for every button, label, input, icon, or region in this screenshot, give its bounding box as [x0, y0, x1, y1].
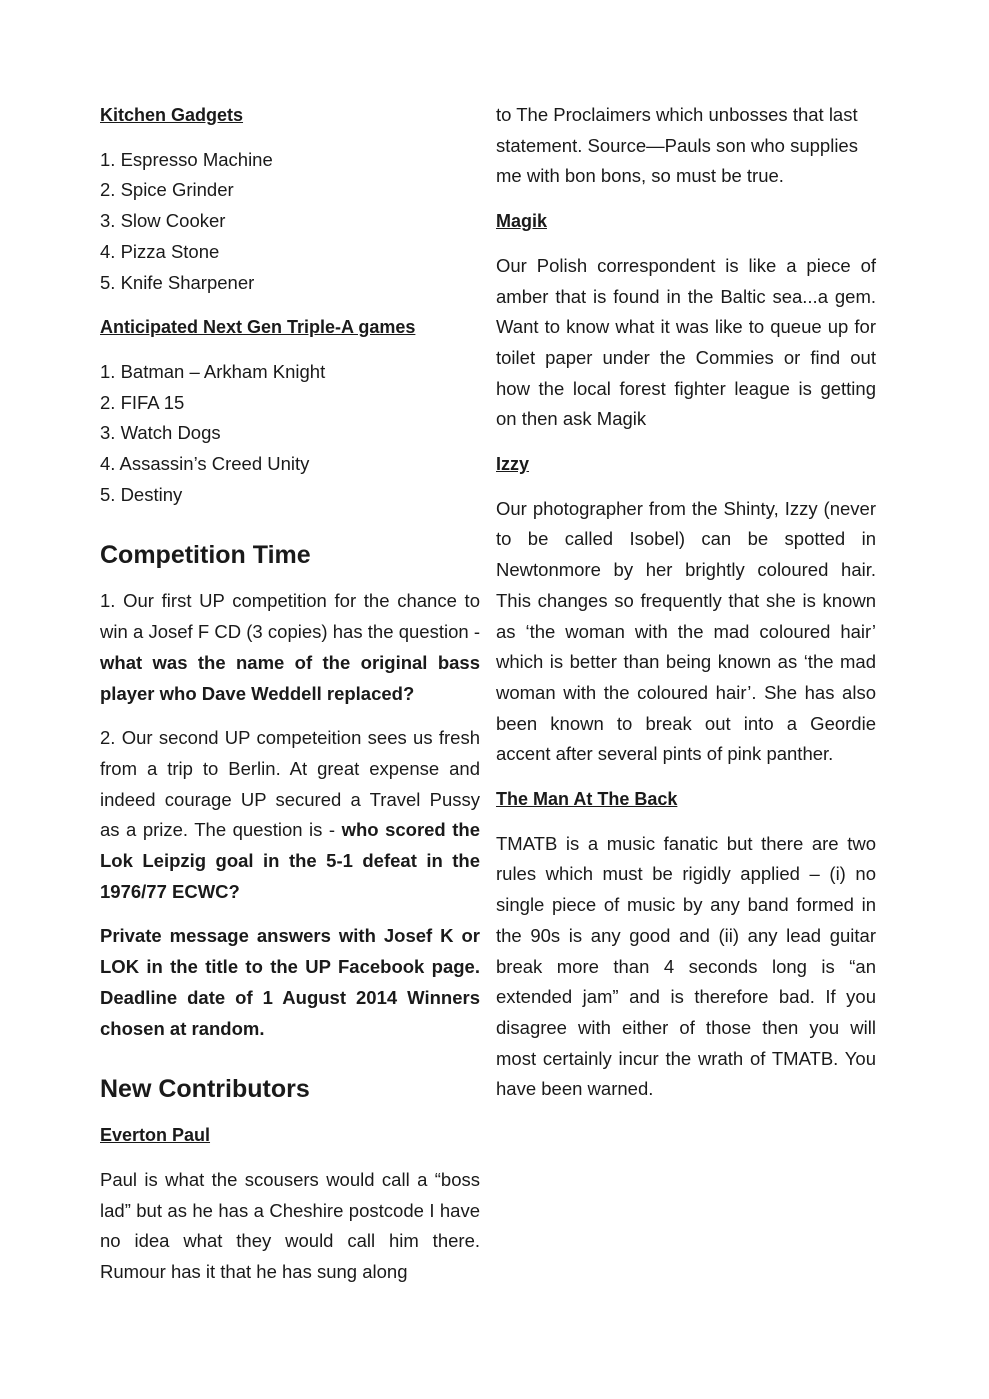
everton-paul-continued: to The Proclaimers which unbosses that last statement. Source—Pauls son who supplies me with bon bons, so must be true.	[496, 104, 858, 187]
list-item: 4. Pizza Stone	[100, 240, 220, 262]
izzy-text: Our photographer from the Shinty, Izzy (never to be called Isobel) can be spotted in Newtonmore by her brightly coloured hair. This changes so frequently that she is known as ‘the woman with the mad coloured hair’ which is better than being known as ‘the mad woman with the coloured hair’. She has also been known to break out into a Geordie accent after several pints of pink panther.	[496, 497, 876, 765]
competition-2-paragraph	[100, 723, 480, 907]
list-item: 3. Slow Cooker	[100, 210, 226, 232]
right-column	[496, 100, 876, 1119]
competition-2-question: who scored the Lok Leipzig goal in the 5-1 defeat in the 1976/77 ECWC?	[100, 819, 480, 902]
private-message-paragraph: Private message answers with Josef K or LOK in the title to the UP Facebook page. Deadline date of 1 August 2014 Winners chosen at random.	[100, 925, 480, 1039]
competition-1-text: 1. Our first UP competition for the chance to win a Josef F CD (3 copies) has the question -	[100, 590, 480, 643]
games-list	[100, 357, 480, 511]
competition-1-question: what was the name of the original bass player who Dave Weddell replaced?	[100, 651, 480, 704]
list-item: 3. Watch Dogs	[100, 422, 221, 444]
games-heading: Anticipated Next Gen Triple-A games	[100, 317, 416, 338]
kitchen-gadgets-heading: Kitchen Gadgets	[100, 105, 244, 125]
new-contributors-heading: New Contributors	[100, 1075, 310, 1104]
competition-2-text: 2. Our second UP competeition sees us fresh from a trip to Berlin. At great expense and indeed courage UP secured a Travel Pussy as a prize. The question is -	[100, 727, 480, 841]
everton-paul-text: Paul is what the scousers would call a “boss lad” but as he has a Cheshire postcode I have no idea what they would call him there. Rumour has it that he has sung along	[100, 1168, 480, 1283]
competition-1-paragraph	[100, 586, 480, 709]
tmatb-heading: The Man At The Back	[496, 789, 678, 810]
magik-heading: Magik	[496, 211, 548, 232]
list-item: 1. Espresso Machine	[100, 148, 273, 170]
izzy-heading: Izzy	[496, 454, 530, 475]
tmatb-text: TMATB is a music fanatic but there are two rules which must be rigidly applied – (i) no single piece of music by any band formed in the 90s is any good and (ii) any lead guitar break more than 4 seconds long is “an extended jam” and is therefore bad. If you disagree with either of those then you will most certainly incur the wrath of TMATB. You have been warned.	[496, 832, 876, 1100]
list-item: 1. Batman – Arkham Knight	[100, 360, 326, 382]
list-item: 5. Knife Sharpener	[100, 271, 255, 293]
competition-heading: Competition Time	[100, 541, 311, 570]
list-item: 5. Destiny	[100, 483, 183, 505]
list-item: 2. Spice Grinder	[100, 179, 234, 201]
list-item: 2. FIFA 15	[100, 391, 185, 413]
magik-text: Our Polish correspondent is like a piece of amber that is found in the Baltic sea...a gem. Want to know what it was like to queue up for toilet paper under the Commies or find out how the local forest fighter league is getting on then ask Magik	[496, 254, 876, 430]
everton-paul-heading: Everton Paul	[100, 1125, 211, 1146]
list-item: 4. Assassin’s Creed Unity	[100, 453, 310, 475]
kitchen-gadgets-list	[100, 145, 480, 299]
left-column	[100, 100, 480, 1302]
